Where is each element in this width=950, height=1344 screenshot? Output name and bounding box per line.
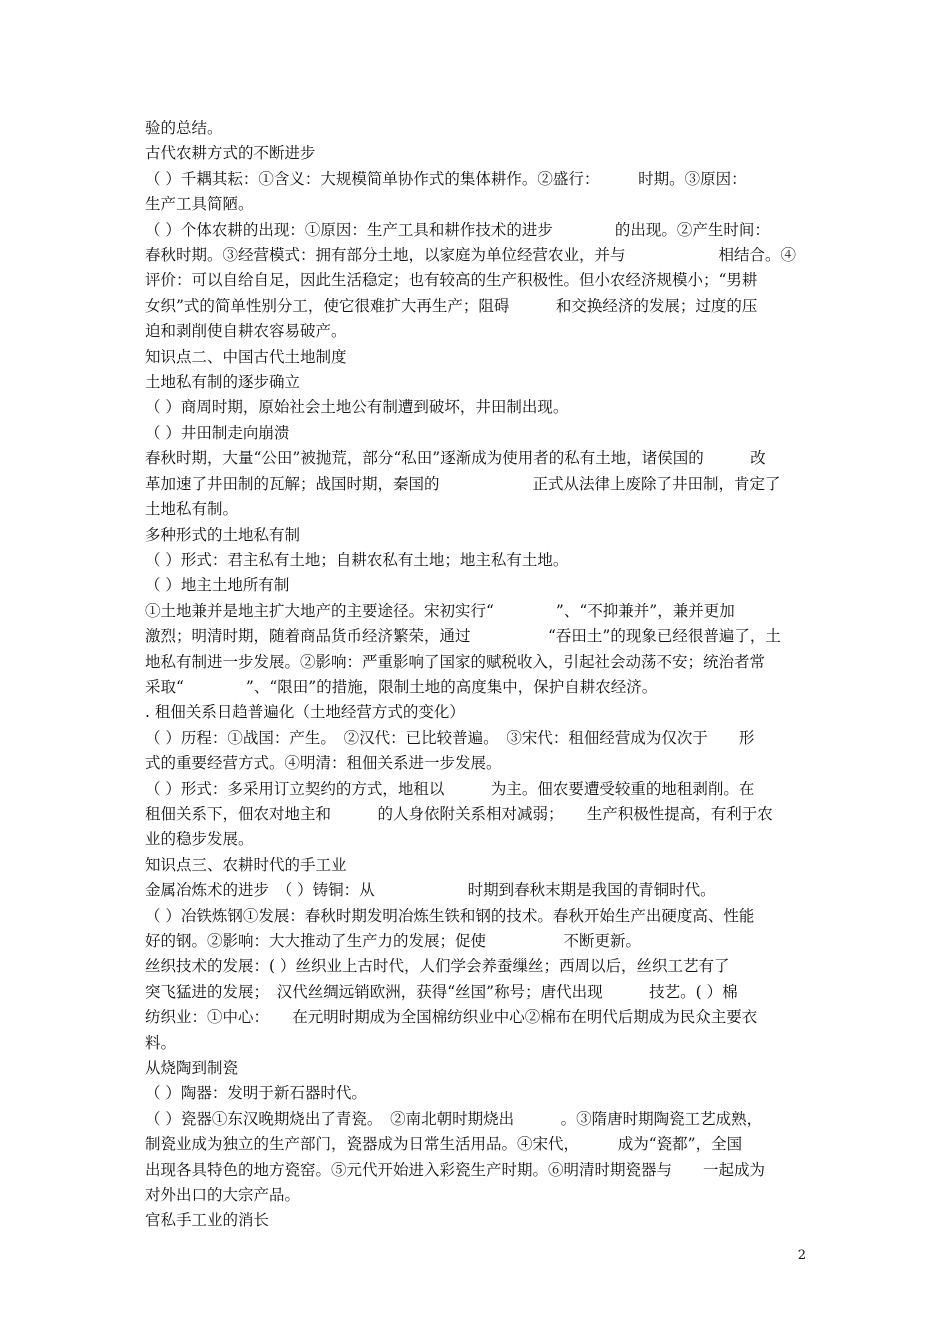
text-line: 生产工具简陋。: [145, 195, 254, 214]
text-line: 地私有制进一步发展。②影响：严重影响了国家的赋税收入，引起社会动荡不安；统治者常: [145, 652, 766, 671]
text-line: 从烧陶到制瓷: [145, 1059, 239, 1078]
text-line: （ ）陶器：发明于新石器时代。: [145, 1084, 367, 1103]
text-line: 采取“ ”、“限田”的措施，限制土地的高度集中，保护自耕农经济。: [145, 677, 658, 696]
section-heading: 知识点三、农耕时代的手工业: [145, 855, 347, 874]
text-line: 多种形式的土地私有制: [145, 525, 301, 544]
text-line: 迫和剥削使自耕农容易破产。: [145, 322, 347, 341]
text-line: （ ）瓷器①东汉晚期烧出了青瓷。 ②南北朝时期烧出 。③隋唐时期陶瓷工艺成熟，: [145, 1109, 763, 1128]
text-line: 式的重要经营方式。④明清：租佃关系进一步发展。: [145, 754, 502, 773]
text-line: （ ）个体农耕的出现：①原因：生产工具和耕作技术的进步 的出现。②产生时间：: [145, 220, 770, 239]
text-line: 验的总结。: [145, 119, 223, 137]
text-line: 春秋时期。③经营模式：拥有部分土地，以家庭为单位经营农业，并与 相结合。④: [145, 246, 797, 265]
section-heading: 知识点二、中国古代土地制度: [145, 347, 347, 366]
text-line: （ ）千耦其耘：①含义：大规模简单协作式的集体耕作。②盛行： 时期。③原因：: [145, 169, 747, 188]
text-line: 评价：可以自给自足，因此生活稳定；也有较高的生产积极性。但小农经济规模小；“男耕: [145, 271, 758, 290]
text-line: 业的稳步发展。: [145, 830, 254, 849]
text-line: 革加速了井田制的瓦解；战国时期，秦国的 正式从法律上废除了井田制，肯定了: [145, 474, 781, 493]
text-line: 官私手工业的消长: [145, 1211, 270, 1230]
text-line: 古代农耕方式的不断进步: [145, 144, 316, 163]
text-line: 突飞猛进的发展； 汉代丝绸远销欧洲，获得“丝国”称号；唐代出现 技艺。( ）棉: [145, 982, 738, 1001]
text-line: 春秋时期，大量“公田”被抛荒，部分“私田”逐渐成为使用者的私有土地，诸侯国的 改: [145, 449, 766, 468]
text-line: . 租佃关系日趋普遍化（土地经营方式的变化）: [145, 703, 465, 722]
text-line: （ ）形式：君主私有土地；自耕农私有土地；地主私有土地。: [145, 550, 569, 569]
text-line: 激烈；明清时期，随着商品货币经济繁荣，通过 “吞田土”的现象已经很普遍了，土: [145, 627, 781, 646]
document-body: [145, 116, 810, 1234]
text-line: 好的钢。②影响：大大推动了生产力的发展；促使 不断更新。: [145, 932, 642, 950]
text-line: （ ）形式：多采用订立契约的方式，地租以 为主。佃农要遭受较重的地租剥削。在: [145, 779, 755, 798]
text-line: （ ）商周时期，原始社会土地公有制遭到破坏，井田制出现。: [145, 398, 569, 417]
text-line: 对外出口的大宗产品。: [145, 1186, 301, 1205]
text-line: 纺织业：①中心： 在元明时期成为全国棉纺织业中心②棉布在明代后期成为民众主要衣: [145, 1008, 758, 1027]
text-line: 出现各具特色的地方瓷窑。⑤元代开始进入彩瓷生产时期。⑥明清时期瓷器与 一起成为: [145, 1160, 766, 1179]
text-line: （ ）地主土地所有制: [145, 576, 290, 595]
text-line: 租佃关系下，佃农对地主和 的人身依附关系相对减弱； 生产积极性提高，有利于农: [145, 804, 773, 823]
page-number: 2: [797, 1248, 806, 1263]
text-line: 土地私有制的逐步确立: [145, 373, 301, 392]
text-line: 料。: [145, 1033, 177, 1052]
text-line: 女织”式的简单性别分工，使它很难扩大再生产；阻碍 和交换经济的发展；过度的压: [145, 296, 758, 315]
text-line: （ ）历程：①战国：产生。 ②汉代：已比较普遍。 ③宋代：租佃经营成为仅次于 形: [145, 728, 755, 747]
text-line: 制瓷业成为独立的生产部门，瓷器成为日常生活用品。④宋代， 成为“瓷都”，全国: [145, 1135, 743, 1154]
text-line: 金属冶炼术的进步 （ ）铸铜：从 时期到春秋末期是我国的青铜时代。: [145, 881, 716, 900]
text-line: （ ）冶铁炼钢①发展：春秋时期发明冶炼生铁和钢的技术。春秋开始生产出硬度高、性能: [145, 906, 755, 925]
text-line: （ ）井田制走向崩溃: [145, 423, 290, 442]
text-line: 丝织技术的发展：( ）丝织业上古时代，人们学会养蚕缫丝；西周以后，丝织工艺有了: [145, 957, 730, 976]
text-line: 土地私有制。: [145, 500, 239, 519]
text-line: ①土地兼并是地主扩大地产的主要途径。宋初实行“ ”、“不抑兼并”，兼并更加: [145, 601, 735, 620]
